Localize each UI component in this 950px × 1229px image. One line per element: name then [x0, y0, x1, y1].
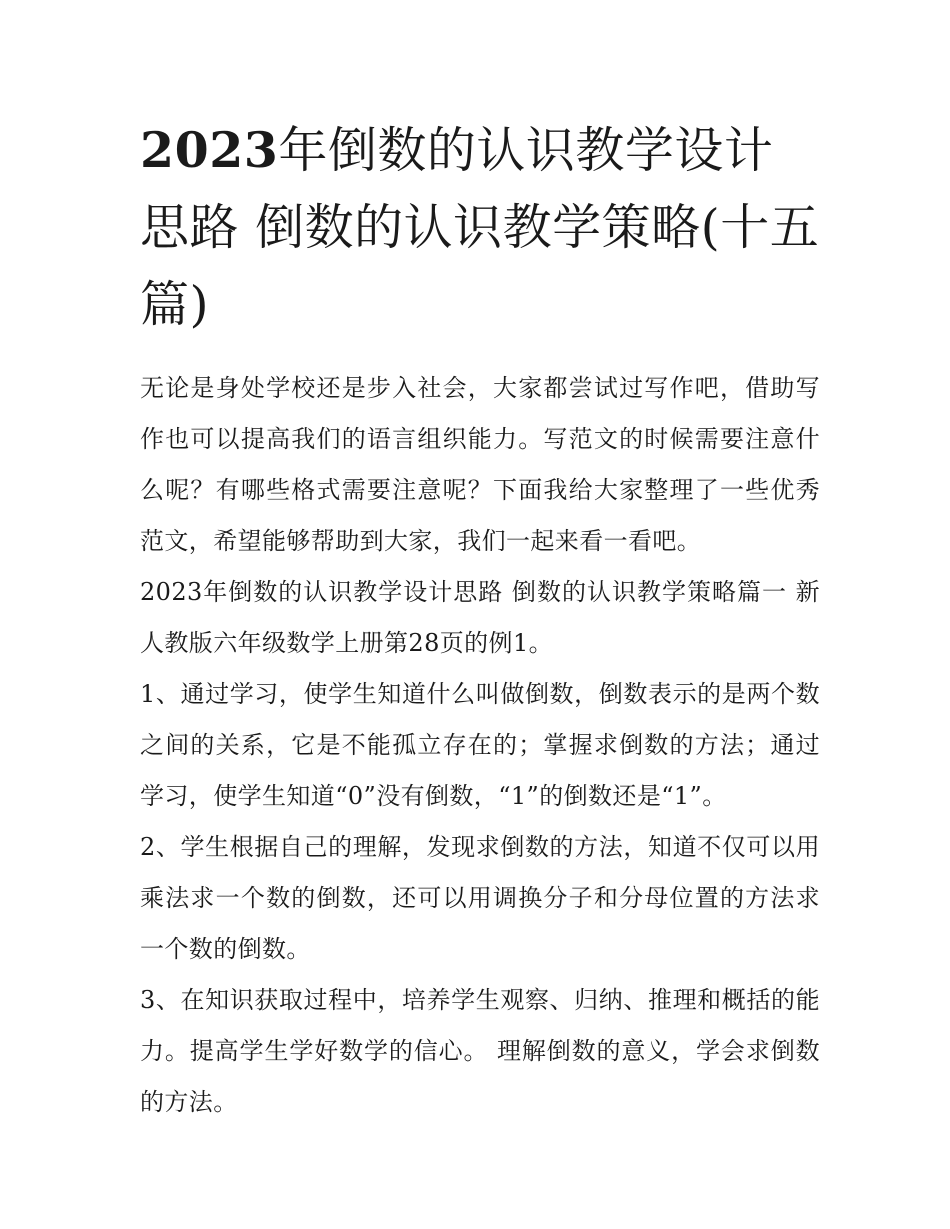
document-page [140, 112, 820, 1128]
title-text: 年倒数的认识教学设计思路 倒数的认识教学策略(十五篇) [140, 122, 820, 333]
title-year: 2023 [140, 121, 279, 179]
document-body [140, 363, 820, 1128]
section-heading-paragraph: 2023年倒数的认识教学设计思路 倒数的认识教学策略篇一 新人教版六年级数学上册第28页的例1。 [140, 578, 820, 657]
document-title [140, 112, 820, 343]
objective-3-paragraph: 3、在知识获取过程中，培养学生观察、归纳、推理和概括的能力。提高学生学好数学的信心。 理解倒数的意义，学会求倒数的方法。 [140, 986, 820, 1116]
objective-2-paragraph: 2、学生根据自己的理解，发现求倒数的方法，知道不仅可以用乘法求一个数的倒数，还可以用调换分子和分母位置的方法求一个数的倒数。 [140, 833, 820, 963]
objective-1-paragraph: 1、通过学习，使学生知道什么叫做倒数，倒数表示的是两个数之间的关系，它是不能孤立存在的；掌握求倒数的方法；通过学习，使学生知道“0”没有倒数，“1”的倒数还是“1”。 [140, 680, 820, 810]
intro-paragraph: 无论是身处学校还是步入社会，大家都尝试过写作吧，借助写作也可以提高我们的语言组织能力。写范文的时候需要注意什么呢？有哪些格式需要注意呢？下面我给大家整理了一些优秀范文，希望能够帮助到大家，我们一起来看一看吧。 [140, 374, 820, 555]
